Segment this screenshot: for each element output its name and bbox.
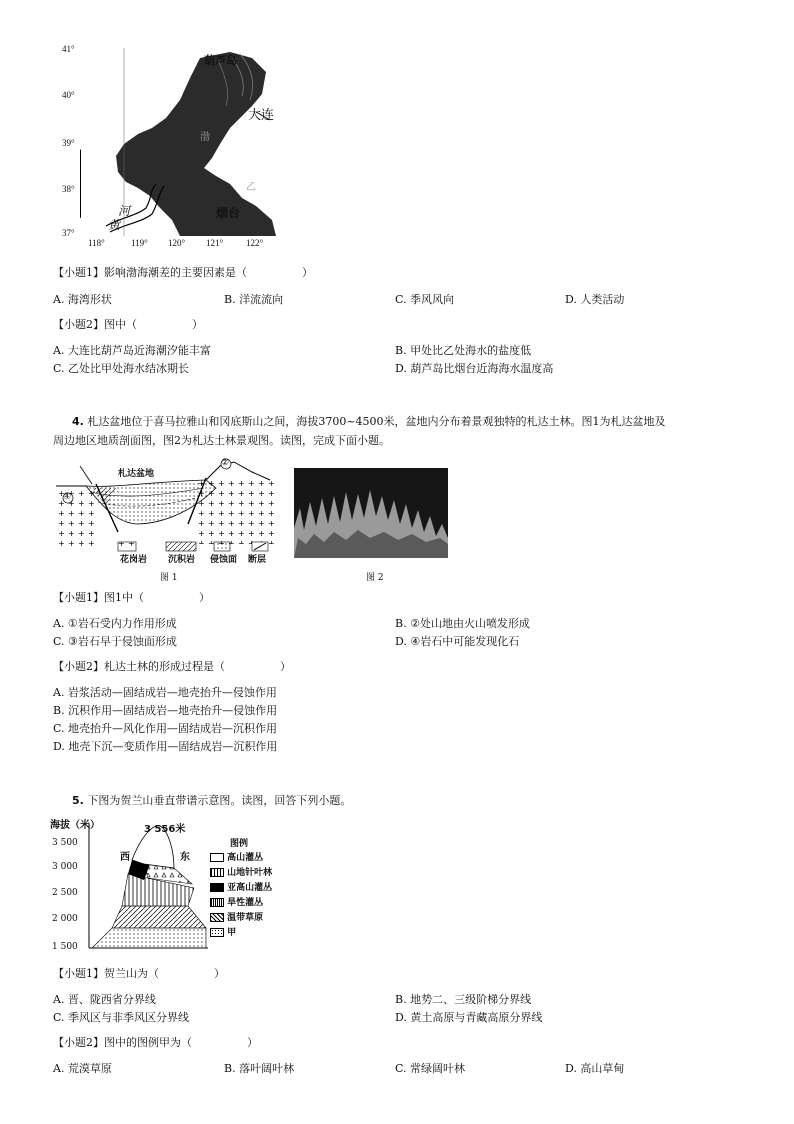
lon-tick: 118° [88, 238, 105, 248]
q4-stem-line1: 札达盆地位于喜马拉雅山和冈底斯山之间，海拔3700~4500米，盆地内分布着景观独特的札达土林。图1为札达盆地及 [87, 415, 666, 428]
legend-sedimentary: 沉积岩 [168, 555, 196, 565]
legend-item-coniferous-forest: 山地针叶林 [210, 865, 272, 880]
q3-sub2-stem: 【小题2】图中（ ） [53, 318, 203, 331]
geologic-profile [56, 458, 276, 558]
q5-sub2-option-d[interactable]: D. 高山草甸 [565, 1062, 625, 1075]
q3-sub2-option-d[interactable]: D. 葫芦岛比烟台近海海水温度高 [395, 362, 554, 375]
q5-sub2-option-c[interactable]: C. 常绿阔叶林 [395, 1062, 466, 1075]
mark-2: ② [221, 458, 230, 468]
lat-tick: 38° [62, 184, 75, 194]
lon-tick: 120° [168, 238, 186, 248]
legend-title: 图例 [230, 839, 249, 849]
y-tick: 2 500 [52, 888, 78, 898]
lat-tick: 41° [62, 44, 75, 54]
fig1-caption: 图 1 [160, 573, 178, 583]
q5-sub1-option-a[interactable]: A. 晋、陇西省分界线 [53, 993, 156, 1006]
map-label-dalian: 大连 [248, 108, 275, 123]
q5-sub1-option-d[interactable]: D. 黄土高原与青藏高原分界线 [395, 1011, 543, 1024]
y-tick: 2 000 [52, 914, 78, 924]
lat-tick: 40° [62, 90, 75, 100]
q5-sub2-stem: 【小题2】图中的图例甲为（ ） [53, 1036, 258, 1049]
q3-sub1-option-c[interactable]: C. 季风风向 [395, 293, 455, 306]
lon-tick: 119° [131, 238, 148, 248]
y-tick: 3 500 [52, 838, 78, 848]
q5-sub1-option-b[interactable]: B. 地势二、三级阶梯分界线 [395, 993, 532, 1006]
q3-sub2-option-c[interactable]: C. 乙处比甲处海水结冰期长 [53, 362, 190, 375]
q5-sub1-option-c[interactable]: C. 季风区与非季风区分界线 [53, 1011, 190, 1024]
q4-sub2-option-b[interactable]: B. 沉积作用—固结成岩—地壳抬升—侵蚀作用 [53, 704, 278, 717]
lon-tick: 121° [206, 238, 224, 248]
lat-tick: 37° [62, 228, 75, 238]
bohai-map-frame [80, 48, 278, 236]
q4-sub2-option-d[interactable]: D. 地壳下沉—变质作用—固结成岩—沉积作用 [53, 740, 278, 753]
basin-label: 札达盆地 [118, 469, 155, 479]
legend-item-temperate-steppe: 温带草原 [210, 910, 272, 925]
earth-forest-image [294, 468, 448, 558]
legend-erosion-surface: 侵蚀面 [210, 555, 238, 565]
q4-figure2-photo [294, 468, 448, 558]
helan-zonation-figure [48, 816, 298, 956]
legend-item-jia: 甲 [210, 925, 272, 940]
q4-stem [72, 415, 666, 429]
q3-sub1-option-b[interactable]: B. 洋流流向 [224, 293, 284, 306]
q3-sub1-option-a[interactable]: A. 海湾形状 [53, 293, 112, 306]
q4-sub1-option-d[interactable]: D. ④岩石中可能发现化石 [395, 635, 520, 648]
legend-item-arid-shrub: 旱性灌丛 [210, 895, 272, 910]
y-tick: 3 000 [52, 862, 78, 872]
map-label-bo: 渤 [200, 132, 210, 143]
q4-sub1-option-b[interactable]: B. ②处山地由火山喷发形成 [395, 617, 530, 630]
q4-sub1-option-a[interactable]: A. ①岩石受内力作用形成 [53, 617, 177, 630]
q4-number: 4. [72, 415, 84, 428]
q4-figure1 [56, 458, 276, 583]
lat-tick: 39° [62, 138, 75, 148]
q3-sub2-option-a[interactable]: A. 大连比葫芦岛近海潮汐能丰富 [53, 344, 211, 357]
q3-sub2-option-b[interactable]: B. 甲处比乙处海水的盐度低 [395, 344, 532, 357]
peak-label: 3 556米 [144, 824, 186, 835]
map-label-yi: 乙 [246, 182, 256, 193]
y-axis-label: 海拔（米） [50, 820, 100, 831]
mark-4: ④ [63, 492, 72, 502]
q3-sub1-option-d[interactable]: D. 人类活动 [565, 293, 625, 306]
q5-stem-text: 下图为贺兰山垂直带谱示意图。读图，回答下列小题。 [87, 794, 352, 807]
q5-sub2-option-b[interactable]: B. 落叶阔叶林 [224, 1062, 295, 1075]
y-tick: 1 500 [52, 942, 78, 952]
east-label: 东 [180, 852, 190, 863]
q4-stem-line2: 周边地区地质剖面图，图2为札达土林景观图。读图，完成下面小题。 [53, 434, 390, 447]
legend-item-alpine-shrub: 高山灌丛 [210, 850, 272, 865]
vertical-zonation-diagram [88, 824, 208, 952]
q5-number: 5. [72, 794, 84, 807]
q3-sub1-stem: 【小题1】影响渤海潮差的主要因素是（ ） [53, 266, 313, 279]
map-label-huang: 黄 [108, 218, 121, 232]
legend-fault: 断层 [248, 555, 267, 565]
q5-sub1-stem: 【小题1】贺兰山为（ ） [53, 967, 225, 980]
legend-list [210, 850, 272, 940]
map-label-huludao: 葫芦岛 [204, 54, 237, 67]
legend-item-subalpine-shrub: 亚高山灌丛 [210, 880, 272, 895]
q4-sub1-stem: 【小题1】图1中（ ） [53, 591, 210, 604]
bohai-map [56, 44, 286, 249]
q4-sub2-option-c[interactable]: C. 地壳抬升—风化作用—固结成岩—沉积作用 [53, 722, 278, 735]
q4-sub2-stem: 【小题2】札达土林的形成过程是（ ） [53, 660, 291, 673]
fig2-caption: 图 2 [366, 573, 384, 583]
q5-stem [72, 794, 351, 808]
map-label-he: 河 [118, 204, 131, 218]
lon-tick: 122° [246, 238, 264, 248]
q4-sub2-option-a[interactable]: A. 岩浆活动—固结成岩—地壳抬升—侵蚀作用 [53, 686, 277, 699]
map-label-yantai: 烟台 [216, 206, 241, 220]
west-label: 西 [120, 852, 130, 863]
q5-sub2-option-a[interactable]: A. 荒漠草原 [53, 1062, 112, 1075]
legend-granite: 花岗岩 [120, 555, 148, 565]
q4-sub1-option-c[interactable]: C. ③岩石早于侵蚀面形成 [53, 635, 177, 648]
